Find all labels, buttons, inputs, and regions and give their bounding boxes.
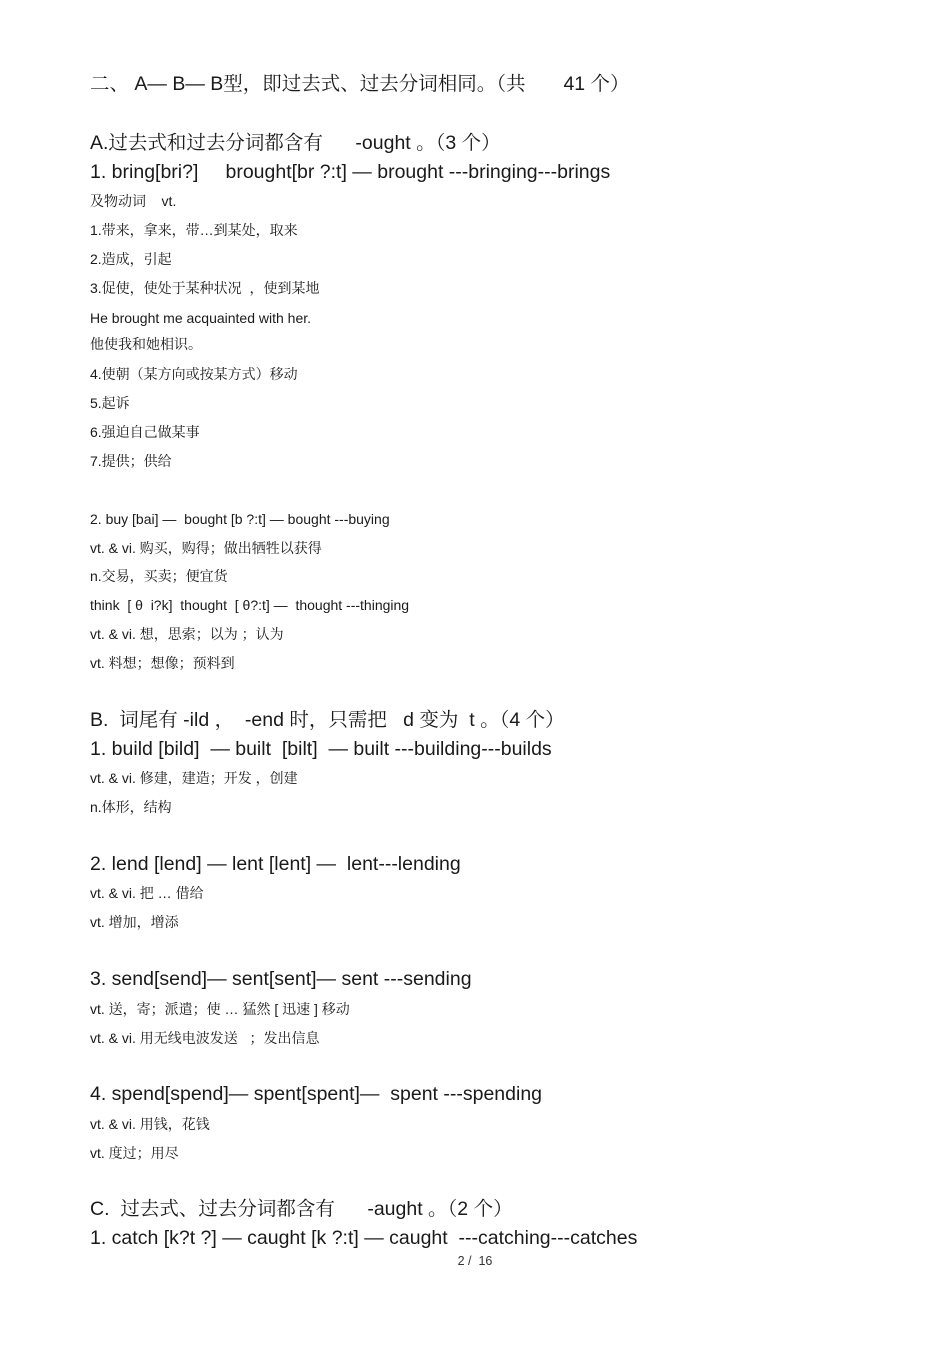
- entry-buy-sense: vt. & vi. 购买，购得；做出牺牲以获得: [90, 540, 322, 556]
- entry-build-head: 1. build [bild] — built [bilt] — built ---building---builds: [90, 738, 552, 760]
- entry-bring-sense: 3.促使，使处于某种状况 ，使到某地: [90, 280, 320, 296]
- entry-build-sense: n.体形，结构: [90, 799, 172, 815]
- entry-send-head: 3. send[send]— sent[sent]— sent ---sending: [90, 968, 472, 990]
- entry-lend-head: 2. lend [lend] — lent [lent] — lent---lending: [90, 853, 461, 875]
- section-c-title: C. 过去式、过去分词都含有 -aught 。（2 个）: [90, 1198, 513, 1220]
- entry-spend-head: 4. spend[spend]— spent[spent]— spent ---spending: [90, 1083, 543, 1105]
- entry-spend-sense: vt. & vi. 用钱，花钱: [90, 1116, 210, 1132]
- entry-catch-head: 1. catch [k?t ?] — caught [k ?:t] — caught ---catching---catches: [90, 1227, 638, 1249]
- entry-bring-sense: 1.带来，拿来，带…到某处，取来: [90, 222, 298, 238]
- entry-bring-example: He brought me acquainted with her.: [90, 310, 312, 326]
- entry-think-sense: vt. & vi. 想，思索；以为 ；认为: [90, 626, 284, 642]
- entry-buy-head: 2. buy [bai] — bought [b ?:t] — bought ---buying: [90, 511, 390, 527]
- entry-bring-head: 1. bring[bri?] brought[br ?:t] — brought ---bringing---brings: [90, 161, 611, 183]
- entry-bring-sense: 5.起诉: [90, 395, 130, 411]
- section-a-title: A.过去式和过去分词都含有 -ought 。（3 个）: [90, 132, 501, 154]
- entry-bring-example-translation: 他使我和她相识。: [90, 336, 202, 352]
- entry-lend-sense: vt. 增加，增添: [90, 914, 179, 930]
- entry-bring-sense: 7.提供；供给: [90, 453, 172, 469]
- entry-think-head: think [ θ i?k] thought [ θ?:t] — thought ---thinging: [90, 597, 410, 613]
- entry-send-sense: vt. 送，寄；派遣；使 … 猛然 [ 迅速 ] 移动: [90, 1001, 350, 1017]
- entry-bring-sense: 6.强迫自己做某事: [90, 424, 200, 440]
- entry-bring-pos: 及物动词 vt.: [90, 193, 177, 209]
- entry-buy-sense: n.交易，买卖；便宜货: [90, 568, 228, 584]
- page-number: 2 / 16: [457, 1254, 493, 1268]
- entry-send-sense: vt. & vi. 用无线电波发送 ；发出信息: [90, 1030, 320, 1046]
- entry-bring-sense: 2.造成，引起: [90, 251, 172, 267]
- section-b-title: B. 词尾有 -ild ， -end 时，只需把 d 变为 t 。（4 个）: [90, 709, 565, 731]
- entry-lend-sense: vt. & vi. 把 … 借给: [90, 885, 204, 901]
- entry-think-sense: vt. 料想；想像；预料到: [90, 655, 235, 671]
- entry-bring-sense: 4.使朝（某方向或按某方式）移动: [90, 366, 298, 382]
- main-heading: 二、 A— B— B型，即过去式、过去分词相同。（共 41 个）: [90, 73, 630, 95]
- entry-build-sense: vt. & vi. 修建，建造；开发 ，创建: [90, 770, 298, 786]
- entry-spend-sense: vt. 度过；用尽: [90, 1145, 179, 1161]
